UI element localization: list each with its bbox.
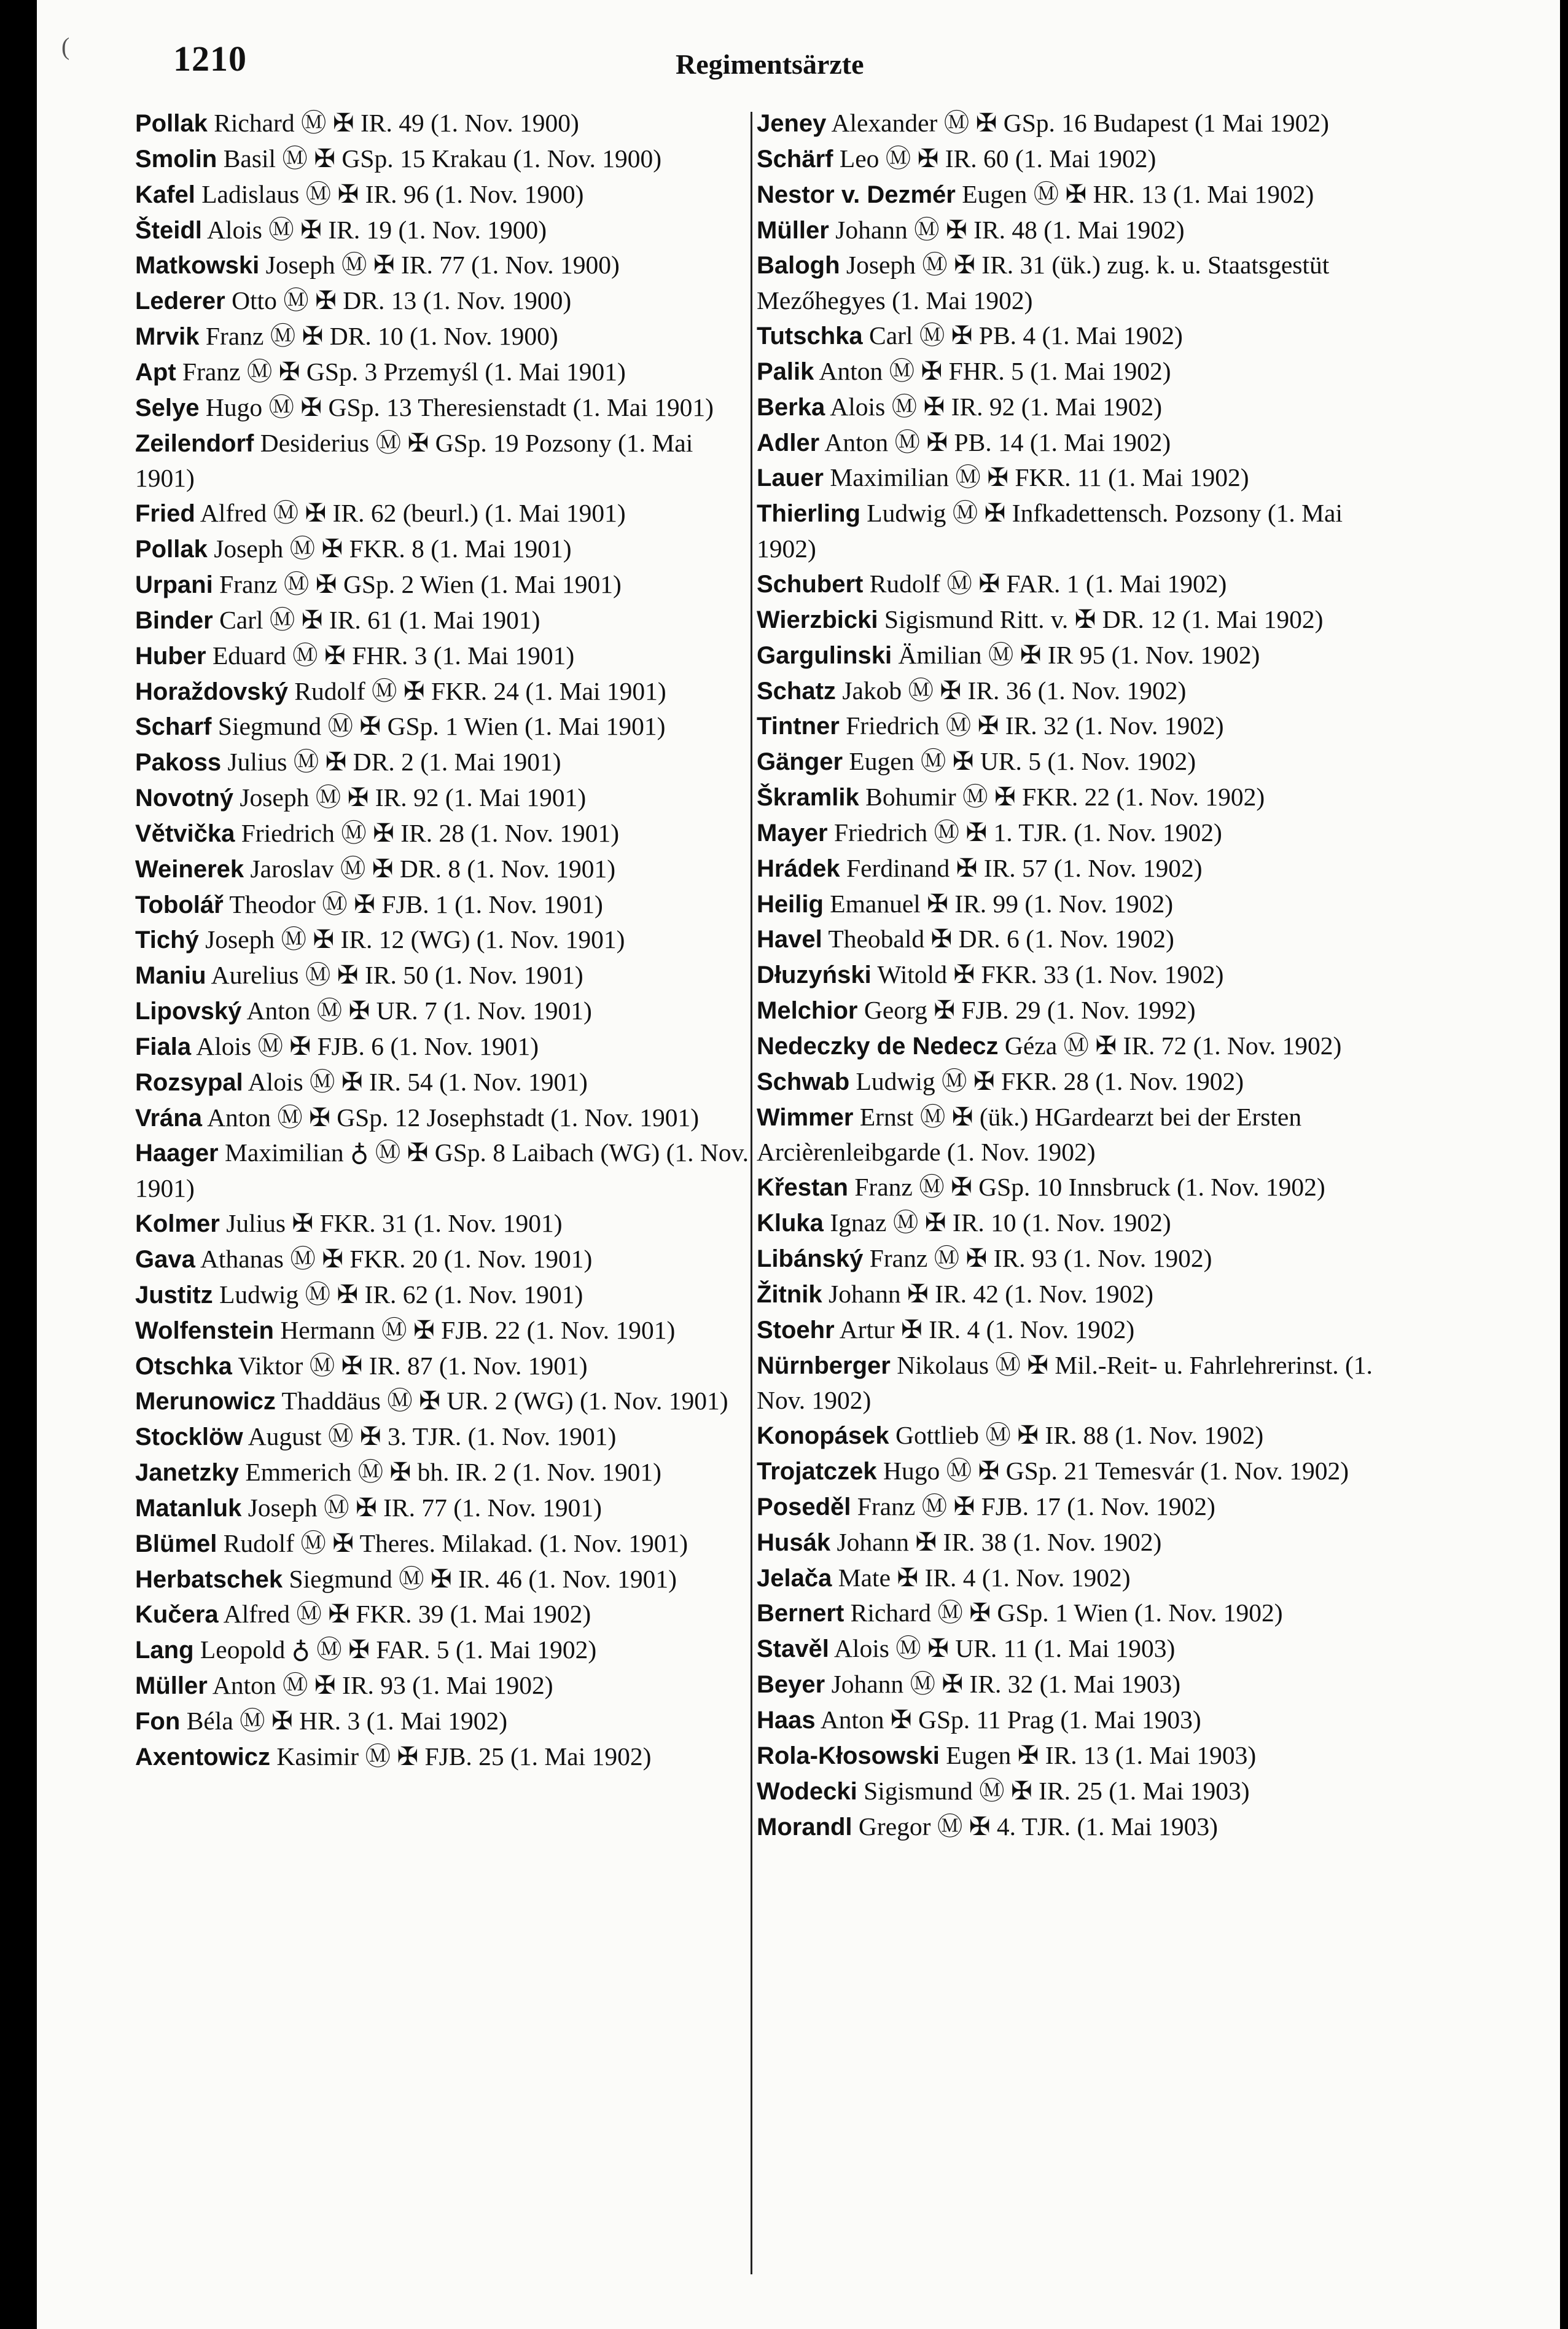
entry-surname: Maniu [135, 962, 206, 990]
list-item [135, 1277, 755, 1313]
entry-surname: Thierling [757, 500, 860, 528]
entry-details: Julius ✠ FKR. 31 (1. Nov. 1901) [226, 1209, 563, 1238]
list-item [757, 815, 1377, 851]
entry-details: Artur ✠ IR. 4 (1. Nov. 1902) [839, 1315, 1135, 1344]
list-item [135, 1135, 755, 1206]
entry-details: Anton Ⓜ ✠ IR. 93 (1. Mai 1902) [212, 1671, 553, 1700]
list-item [135, 816, 755, 851]
list-item [135, 603, 755, 638]
list-item [757, 1525, 1377, 1560]
list-item [757, 318, 1377, 354]
entry-details: Johann Ⓜ ✠ IR. 48 (1. Mai 1902) [835, 215, 1185, 244]
entry-details: Mate ✠ IR. 4 (1. Nov. 1902) [838, 1563, 1131, 1592]
list-item [757, 922, 1377, 957]
entry-details: Emmerich Ⓜ ✠ bh. IR. 2 (1. Nov. 1901) [245, 1458, 661, 1487]
entry-details: Alois Ⓜ ✠ IR. 92 (1. Mai 1902) [830, 392, 1163, 421]
entry-surname: Mrvik [135, 323, 200, 351]
list-item [757, 1454, 1377, 1489]
list-item [135, 283, 755, 319]
list-item [757, 780, 1377, 815]
entry-details: Aurelius Ⓜ ✠ IR. 50 (1. Nov. 1901) [211, 961, 583, 990]
list-item [135, 1704, 755, 1739]
entry-surname: Axentowicz [135, 1743, 271, 1771]
entry-surname: Kluka [757, 1210, 824, 1237]
entry-details: Alois Ⓜ ✠ FJB. 6 (1. Nov. 1901) [196, 1031, 539, 1060]
entry-surname: Zeilendorf [135, 429, 254, 457]
entry-surname: Huber [135, 642, 206, 670]
entry-details: Franz Ⓜ ✠ GSp. 2 Wien (1. Mai 1901) [219, 570, 622, 598]
list-item [757, 1489, 1377, 1525]
list-item [757, 1170, 1377, 1205]
entry-surname: Stoehr [757, 1316, 835, 1344]
list-item [135, 1526, 755, 1562]
list-item [135, 674, 755, 710]
entry-surname: Fried [135, 500, 195, 528]
entry-surname: Nürnberger [757, 1352, 891, 1379]
entry-details: Ludwig Ⓜ ✠ Infkadettensch. Pozsony (1. Mai 1902) [757, 499, 1343, 563]
list-item [757, 1631, 1377, 1667]
list-item [757, 1064, 1377, 1100]
entry-details: Gottlieb Ⓜ ✠ IR. 88 (1. Nov. 1902) [895, 1421, 1264, 1450]
entry-surname: Škramlik [757, 784, 859, 812]
entry-surname: Dłuzyński [757, 961, 872, 989]
entry-surname: Adler [757, 429, 820, 456]
entry-details: Ignaz Ⓜ ✠ IR. 10 (1. Nov. 1902) [830, 1208, 1171, 1237]
entry-details: Richard Ⓜ ✠ GSp. 1 Wien (1. Nov. 1902) [850, 1599, 1283, 1627]
entry-details: Franz Ⓜ ✠ IR. 93 (1. Nov. 1902) [869, 1244, 1212, 1272]
list-item [135, 1632, 755, 1668]
entry-surname: Gargulinski [757, 641, 892, 669]
entry-details: Maximilian Ⓜ ✠ FKR. 11 (1. Mai 1902) [830, 463, 1249, 492]
entry-surname: Jelača [757, 1564, 832, 1592]
entry-details: Friedrich Ⓜ ✠ 1. TJR. (1. Nov. 1902) [834, 818, 1222, 847]
entry-details: Nikolaus Ⓜ ✠ Mil.-Reit- u. Fahrlehrerinst. (1. Nov. 1902) [757, 1350, 1373, 1415]
list-item [135, 1490, 755, 1526]
entry-surname: Lederer [135, 288, 225, 315]
entry-surname: Schärf [757, 145, 833, 173]
entry-surname: Pollak [135, 110, 208, 137]
entry-surname: Hrádek [757, 855, 840, 882]
entry-surname: Schatz [757, 677, 836, 705]
entry-details: Carl Ⓜ ✠ IR. 61 (1. Mai 1901) [219, 605, 540, 634]
entry-surname: Tintner [757, 713, 840, 740]
entry-surname: Tobolář [135, 891, 224, 918]
entry-details: Ladislaus Ⓜ ✠ IR. 96 (1. Nov. 1900) [201, 179, 584, 208]
list-item [135, 213, 755, 248]
list-item [135, 638, 755, 674]
entry-surname: Merunowicz [135, 1388, 276, 1415]
list-item [757, 1738, 1377, 1774]
list-item [135, 1348, 755, 1384]
entry-surname: Gava [135, 1246, 195, 1273]
entry-surname: Fon [135, 1707, 181, 1735]
list-item [135, 177, 755, 213]
list-item [757, 1100, 1377, 1170]
list-item [757, 744, 1377, 780]
entry-surname: Rola-Kłosowski [757, 1742, 940, 1769]
entry-surname: Pakoss [135, 749, 222, 777]
list-item [757, 887, 1377, 922]
list-item [757, 1241, 1377, 1277]
corner-mark: ( [61, 33, 70, 60]
entry-surname: Berka [757, 393, 825, 421]
entry-details: Sigismund Ritt. v. ✠ DR. 12 (1. Mai 1902) [884, 605, 1324, 633]
entry-surname: Horaždovský [135, 678, 288, 705]
entry-surname: Jeney [757, 110, 827, 137]
entry-details: Jaroslav Ⓜ ✠ DR. 8 (1. Nov. 1901) [250, 854, 616, 883]
entry-details: Anton Ⓜ ✠ PB. 14 (1. Mai 1902) [824, 428, 1171, 456]
entry-surname: Smolin [135, 145, 217, 173]
entry-details: Athanas Ⓜ ✠ FKR. 20 (1. Nov. 1901) [200, 1245, 593, 1273]
entry-surname: Bernert [757, 1600, 844, 1627]
entry-details: Leo Ⓜ ✠ IR. 60 (1. Mai 1902) [839, 144, 1156, 173]
entry-details: Georg ✠ FJB. 29 (1. Nov. 1992) [864, 996, 1196, 1025]
entry-surname: Lang [135, 1637, 194, 1664]
entry-surname: Žitnik [757, 1280, 822, 1308]
entry-surname: Justitz [135, 1281, 213, 1309]
list-item [135, 1597, 755, 1632]
entry-details: Alois Ⓜ ✠ UR. 11 (1. Mai 1903) [833, 1634, 1176, 1663]
entry-details: Johann ✠ IR. 42 (1. Nov. 1902) [829, 1279, 1153, 1308]
entry-surname: Wodecki [757, 1777, 857, 1805]
entry-surname: Weinerek [135, 855, 244, 883]
entry-surname: Gänger [757, 748, 843, 776]
entry-surname: Nestor v. Dezmér [757, 181, 956, 208]
entry-details: Alois Ⓜ ✠ IR. 19 (1. Nov. 1900) [207, 215, 547, 244]
entry-details: Kasimir Ⓜ ✠ FJB. 25 (1. Mai 1902) [276, 1742, 652, 1771]
page-number: 1210 [173, 39, 247, 79]
entry-surname: Müller [135, 1672, 208, 1700]
list-item [135, 1206, 755, 1242]
list-item [135, 745, 755, 780]
list-item [135, 1029, 755, 1065]
list-item [757, 177, 1377, 213]
list-item [135, 390, 755, 426]
list-item [757, 851, 1377, 887]
entry-details: Joseph Ⓜ ✠ IR. 31 (ük.) zug. k. u. Staatsgestüt Mezőhegyes (1. Mai 1902) [757, 251, 1330, 315]
entry-surname: Libánský [757, 1245, 864, 1272]
entry-details: Theobald ✠ DR. 6 (1. Nov. 1902) [828, 925, 1174, 953]
entry-surname: Selye [135, 394, 200, 421]
list-item [135, 1668, 755, 1704]
entry-details: Franz Ⓜ ✠ GSp. 3 Przemyśl (1. Mai 1901) [182, 357, 626, 386]
entry-surname: Nedeczky de Nedecz [757, 1032, 999, 1060]
entry-surname: Beyer [757, 1671, 825, 1699]
entry-details: Joseph Ⓜ ✠ FKR. 8 (1. Mai 1901) [214, 534, 572, 563]
entry-details: Eduard Ⓜ ✠ FHR. 3 (1. Mai 1901) [212, 641, 575, 670]
entry-surname: Palik [757, 358, 814, 385]
entry-details: Joseph Ⓜ ✠ IR. 77 (1. Nov. 1901) [248, 1493, 602, 1522]
entry-details: Witold ✠ FKR. 33 (1. Nov. 1902) [877, 960, 1224, 989]
entry-surname: Stocklöw [135, 1423, 243, 1451]
entry-surname: Kučera [135, 1601, 219, 1629]
entry-details: Thaddäus Ⓜ ✠ UR. 2 (WG) (1. Nov. 1901) [281, 1387, 728, 1415]
entry-surname: Trojatczek [757, 1458, 877, 1485]
entry-surname: Konopásek [757, 1422, 889, 1450]
right-column [757, 106, 1377, 1844]
list-item [135, 496, 755, 531]
entry-details: Béla Ⓜ ✠ HR. 3 (1. Mai 1902) [186, 1706, 508, 1735]
list-item [135, 1100, 755, 1136]
entry-surname: Pollak [135, 536, 208, 563]
entry-surname: Mayer [757, 819, 828, 847]
list-item [135, 426, 755, 496]
entry-details: Johann Ⓜ ✠ IR. 32 (1. Mai 1903) [831, 1670, 1181, 1699]
entry-details: Desiderius Ⓜ ✠ GSp. 19 Pozsony (1. Mai 1901) [135, 428, 693, 493]
entry-details: Alfred Ⓜ ✠ IR. 62 (beurl.) (1. Mai 1901) [200, 499, 626, 528]
list-item [757, 1205, 1377, 1241]
entry-details: Johann ✠ IR. 38 (1. Nov. 1902) [837, 1527, 1162, 1556]
entry-details: Hugo Ⓜ ✠ GSp. 21 Temesvár (1. Nov. 1902) [883, 1457, 1349, 1485]
entry-details: Eugen Ⓜ ✠ UR. 5 (1. Nov. 1902) [849, 747, 1196, 776]
entry-details: Maximilian ♁ Ⓜ ✠ GSp. 8 Laibach (WG) (1. Nov. 1901) [135, 1138, 749, 1203]
list-item [757, 1667, 1377, 1702]
list-item [135, 1313, 755, 1348]
list-item [135, 141, 755, 177]
list-item [757, 1595, 1377, 1631]
list-item [135, 780, 755, 816]
entry-surname: Janetzky [135, 1459, 239, 1487]
entry-surname: Poseděl [757, 1493, 851, 1521]
list-item [757, 957, 1377, 993]
entry-details: Gregor Ⓜ ✠ 4. TJR. (1. Mai 1903) [858, 1812, 1218, 1841]
list-item [757, 1312, 1377, 1348]
entry-details: Ferdinand ✠ IR. 57 (1. Nov. 1902) [846, 853, 1203, 882]
entry-details: Ämilian Ⓜ ✠ IR 95 (1. Nov. 1902) [898, 640, 1260, 669]
list-item [757, 106, 1377, 141]
entry-details: August Ⓜ ✠ 3. TJR. (1. Nov. 1901) [248, 1422, 617, 1451]
entry-details: Anton ✠ GSp. 11 Prag (1. Mai 1903) [820, 1705, 1201, 1734]
entry-details: Emanuel ✠ IR. 99 (1. Nov. 1902) [830, 889, 1174, 918]
list-item [757, 1028, 1377, 1064]
entry-details: Bohumir Ⓜ ✠ FKR. 22 (1. Nov. 1902) [865, 783, 1265, 812]
entry-surname: Melchior [757, 997, 858, 1025]
entry-surname: Rozsypal [135, 1068, 243, 1096]
list-item [757, 1418, 1377, 1454]
entry-surname: Tichý [135, 926, 199, 954]
entry-surname: Müller [757, 216, 829, 244]
list-item [757, 673, 1377, 709]
entry-details: Joseph Ⓜ ✠ IR. 12 (WG) (1. Nov. 1901) [205, 925, 625, 954]
list-item [757, 248, 1377, 318]
entry-surname: Tutschka [757, 323, 863, 350]
entry-details: Julius Ⓜ ✠ DR. 2 (1. Mai 1901) [227, 748, 561, 777]
entry-surname: Wolfenstein [135, 1317, 274, 1344]
entry-details: Leopold ♁ Ⓜ ✠ FAR. 5 (1. Mai 1902) [200, 1635, 597, 1664]
entry-details: Anton Ⓜ ✠ UR. 7 (1. Nov. 1901) [246, 996, 592, 1025]
entry-details: Anton Ⓜ ✠ FHR. 5 (1. Mai 1902) [819, 356, 1171, 385]
list-item [135, 1739, 755, 1775]
list-item [135, 106, 755, 141]
entry-surname: Novotný [135, 785, 233, 812]
list-item [135, 851, 755, 887]
entry-surname: Křestan [757, 1174, 848, 1202]
entry-surname: Schwab [757, 1068, 850, 1095]
list-item [757, 1348, 1377, 1419]
left-column [135, 106, 755, 1775]
entry-details: Richard Ⓜ ✠ IR. 49 (1. Nov. 1900) [214, 109, 579, 137]
list-item [135, 354, 755, 390]
list-item [135, 1065, 755, 1100]
list-item [135, 709, 755, 745]
list-item [135, 887, 755, 923]
entry-surname: Lauer [757, 464, 824, 492]
list-item [757, 708, 1377, 744]
entry-details: Siegmund Ⓜ ✠ GSp. 1 Wien (1. Mai 1901) [217, 712, 666, 741]
entry-surname: Husák [757, 1529, 831, 1556]
entry-surname: Wierzbicki [757, 606, 878, 633]
entry-surname: Binder [135, 606, 213, 634]
entry-details: Viktor Ⓜ ✠ IR. 87 (1. Nov. 1901) [238, 1351, 588, 1380]
entry-surname: Matanluk [135, 1494, 242, 1522]
running-header: Regimentsärzte [676, 49, 864, 80]
entry-surname: Lipovský [135, 998, 242, 1025]
list-item [757, 496, 1377, 566]
list-item [757, 566, 1377, 602]
entry-surname: Schubert [757, 570, 864, 598]
entry-surname: Otschka [135, 1352, 232, 1380]
entry-surname: Heilig [757, 890, 824, 918]
list-item [135, 567, 755, 603]
list-item [757, 1277, 1377, 1312]
entry-surname: Balogh [757, 252, 840, 280]
entry-details: Hugo Ⓜ ✠ GSp. 13 Theresienstadt (1. Mai 1901) [205, 393, 714, 421]
entry-details: Sigismund Ⓜ ✠ IR. 25 (1. Mai 1903) [864, 1776, 1250, 1805]
entry-details: Ernst Ⓜ ✠ (ük.) HGardearzt bei der Ersten Arcièrenleibgarde (1. Nov. 1902) [757, 1102, 1302, 1167]
list-item [757, 425, 1377, 461]
entry-details: Theodor Ⓜ ✠ FJB. 1 (1. Nov. 1901) [229, 890, 603, 918]
entry-details: Rudolf Ⓜ ✠ FKR. 24 (1. Mai 1901) [294, 676, 666, 705]
entry-details: Hermann Ⓜ ✠ FJB. 22 (1. Nov. 1901) [280, 1315, 676, 1344]
list-item [135, 1384, 755, 1419]
entry-surname: Fiala [135, 1033, 192, 1060]
entry-details: Eugen Ⓜ ✠ HR. 13 (1. Mai 1902) [962, 179, 1314, 208]
list-item [135, 1242, 755, 1277]
entry-details: Alfred Ⓜ ✠ FKR. 39 (1. Mai 1902) [223, 1600, 591, 1629]
entry-details: Franz Ⓜ ✠ DR. 10 (1. Nov. 1900) [205, 322, 558, 351]
list-item [757, 602, 1377, 638]
entry-details: Otto Ⓜ ✠ DR. 13 (1. Nov. 1900) [232, 286, 572, 315]
entry-details: Alois Ⓜ ✠ IR. 54 (1. Nov. 1901) [248, 1067, 588, 1096]
list-item [757, 1560, 1377, 1596]
entry-details: Joseph Ⓜ ✠ IR. 92 (1. Mai 1901) [240, 783, 587, 812]
entry-details: Joseph Ⓜ ✠ IR. 77 (1. Nov. 1900) [265, 251, 620, 280]
list-item [135, 319, 755, 354]
entry-details: Friedrich Ⓜ ✠ IR. 28 (1. Nov. 1901) [241, 818, 620, 847]
list-item [135, 958, 755, 993]
list-item [135, 531, 755, 567]
entry-surname: Matkowski [135, 252, 260, 280]
entry-details: Basil Ⓜ ✠ GSp. 15 Krakau (1. Nov. 1900) [223, 144, 662, 173]
entry-surname: Vrána [135, 1104, 202, 1132]
entry-details: Franz Ⓜ ✠ FJB. 17 (1. Nov. 1902) [857, 1492, 1215, 1521]
entry-surname: Havel [757, 926, 822, 953]
entry-details: Rudolf Ⓜ ✠ Theres. Milakad. (1. Nov. 1901) [223, 1529, 688, 1557]
entry-details: Anton Ⓜ ✠ GSp. 12 Josephstadt (1. Nov. 1901) [207, 1103, 700, 1132]
list-item [757, 389, 1377, 425]
entry-surname: Morandl [757, 1813, 852, 1841]
entry-details: Eugen ✠ IR. 13 (1. Mai 1903) [946, 1740, 1257, 1769]
list-item [757, 460, 1377, 496]
entry-surname: Apt [135, 358, 176, 386]
entry-surname: Scharf [135, 713, 212, 741]
entry-surname: Haas [757, 1706, 816, 1734]
list-item [135, 993, 755, 1029]
list-item [757, 1809, 1377, 1845]
entry-details: Alexander Ⓜ ✠ GSp. 16 Budapest (1 Mai 1902) [831, 109, 1329, 137]
entry-surname: Šteidl [135, 216, 202, 244]
entry-surname: Wimmer [757, 1103, 854, 1131]
list-item [757, 1702, 1377, 1738]
entry-surname: Blümel [135, 1530, 217, 1557]
entry-details: Rudolf Ⓜ ✠ FAR. 1 (1. Mai 1902) [869, 569, 1227, 598]
entry-surname: Kafel [135, 181, 195, 208]
list-item [757, 213, 1377, 248]
entry-details: Franz Ⓜ ✠ GSp. 10 Innsbruck (1. Nov. 1902) [854, 1173, 1325, 1202]
list-item [135, 1562, 755, 1597]
column-divider [751, 112, 752, 2274]
list-item [757, 1774, 1377, 1809]
entry-surname: Urpani [135, 571, 213, 598]
entry-surname: Herbatschek [135, 1565, 283, 1593]
entry-details: Géza Ⓜ ✠ IR. 72 (1. Nov. 1902) [1004, 1031, 1342, 1060]
entry-surname: Kolmer [135, 1210, 220, 1238]
entry-surname: Větvička [135, 820, 235, 847]
list-item [757, 141, 1377, 177]
list-item [135, 1419, 755, 1455]
list-item [135, 248, 755, 283]
entry-surname: Stavěl [757, 1635, 829, 1663]
list-item [135, 1455, 755, 1490]
list-item [757, 638, 1377, 673]
entry-details: Jakob Ⓜ ✠ IR. 36 (1. Nov. 1902) [842, 676, 1187, 705]
list-item [757, 354, 1377, 389]
entry-details: Ludwig Ⓜ ✠ FKR. 28 (1. Nov. 1902) [856, 1067, 1244, 1095]
entry-details: Ludwig Ⓜ ✠ IR. 62 (1. Nov. 1901) [219, 1280, 583, 1309]
entry-details: Friedrich Ⓜ ✠ IR. 32 (1. Nov. 1902) [846, 711, 1224, 740]
entry-details: Carl Ⓜ ✠ PB. 4 (1. Mai 1902) [869, 321, 1183, 350]
entry-surname: Haager [135, 1140, 219, 1167]
list-item [757, 993, 1377, 1028]
list-item [135, 922, 755, 958]
entry-details: Siegmund Ⓜ ✠ IR. 46 (1. Nov. 1901) [289, 1564, 677, 1593]
